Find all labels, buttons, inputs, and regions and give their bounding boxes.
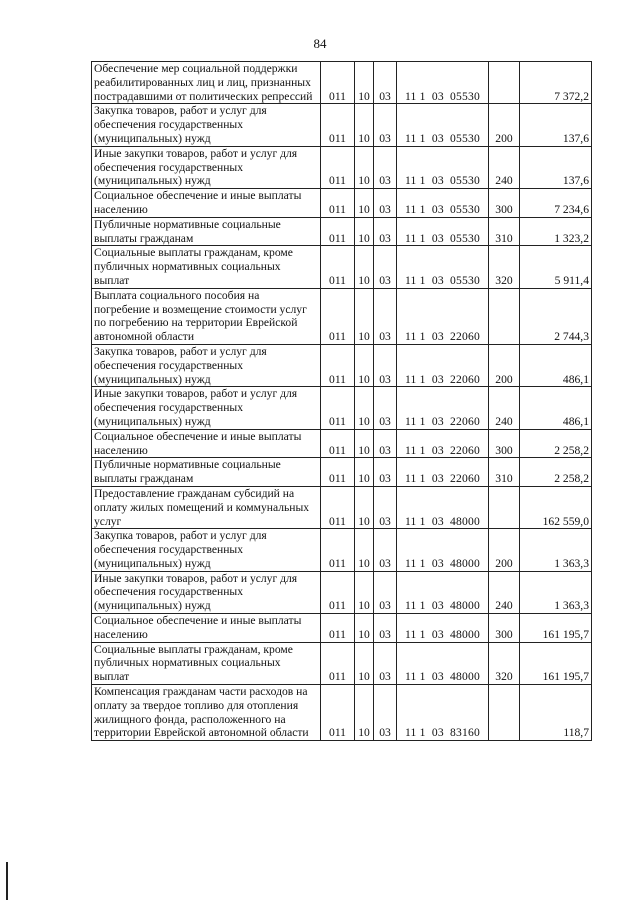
row-name-cell: Компенсация гражданам части расходов на оплату за твердое топливо для отопления жилищного фонда, расположенного на территории Еврейской автономной области: [92, 685, 321, 741]
target-article-cell: [397, 62, 489, 104]
expense-type-cell: 320: [489, 642, 520, 684]
target-article-code: 11 1 03 05530: [404, 202, 481, 216]
table-row: [92, 217, 592, 246]
grbs-code-cell: 011: [321, 387, 355, 429]
subsection-code-cell: 03: [374, 642, 397, 684]
expense-type-cell: 310: [489, 217, 520, 246]
target-article-code: 11 1 03 22060: [404, 330, 481, 344]
amount-cell: 486,1: [520, 344, 592, 386]
target-article-cell: [397, 429, 489, 458]
target-article-cell: [397, 146, 489, 188]
expense-type-cell: 310: [489, 458, 520, 487]
subsection-code-cell: 03: [374, 685, 397, 741]
target-article-cell: [397, 104, 489, 146]
subsection-code-cell: 03: [374, 217, 397, 246]
subsection-code-cell: 03: [374, 146, 397, 188]
amount-cell: 2 744,3: [520, 288, 592, 344]
expense-type-cell: 240: [489, 571, 520, 613]
table-row: [92, 387, 592, 429]
target-article-code: 11 1 03 22060: [404, 472, 481, 486]
subsection-code-cell: 03: [374, 104, 397, 146]
grbs-code-cell: 011: [321, 529, 355, 571]
subsection-code-cell: 03: [374, 458, 397, 487]
target-article-cell: [397, 486, 489, 528]
target-article-cell: [397, 529, 489, 571]
section-code-cell: 10: [355, 189, 374, 218]
row-name-cell: Закупка товаров, работ и услуг для обеспечения государственных (муниципальных) нужд: [92, 344, 321, 386]
table-row: [92, 614, 592, 643]
row-name-cell: Публичные нормативные социальные выплаты гражданам: [92, 217, 321, 246]
section-code-cell: 10: [355, 486, 374, 528]
table-row: [92, 458, 592, 487]
target-article-code: 11 1 03 48000: [404, 599, 481, 613]
target-article-code: 11 1 03 05530: [404, 231, 481, 245]
subsection-code-cell: 03: [374, 486, 397, 528]
table-row: [92, 62, 592, 104]
target-article-code: 11 1 03 05530: [404, 131, 481, 145]
target-article-code: 11 1 03 22060: [404, 372, 481, 386]
row-name-cell: Закупка товаров, работ и услуг для обеспечения государственных (муниципальных) нужд: [92, 529, 321, 571]
grbs-code-cell: 011: [321, 104, 355, 146]
subsection-code-cell: 03: [374, 529, 397, 571]
expense-type-cell: 240: [489, 146, 520, 188]
target-article-code: 11 1 03 48000: [404, 556, 481, 570]
subsection-code-cell: 03: [374, 614, 397, 643]
grbs-code-cell: 011: [321, 146, 355, 188]
target-article-code: 11 1 03 05530: [404, 174, 481, 188]
grbs-code-cell: 011: [321, 429, 355, 458]
amount-cell: 486,1: [520, 387, 592, 429]
target-article-cell: [397, 189, 489, 218]
grbs-code-cell: 011: [321, 685, 355, 741]
amount-cell: 1 363,3: [520, 571, 592, 613]
expense-type-cell: 200: [489, 104, 520, 146]
budget-table-body: [92, 62, 592, 741]
amount-cell: 2 258,2: [520, 458, 592, 487]
grbs-code-cell: 011: [321, 571, 355, 613]
expense-type-cell: 320: [489, 246, 520, 288]
row-name-cell: Социальные выплаты гражданам, кроме публичных нормативных социальных выплат: [92, 642, 321, 684]
table-row: [92, 486, 592, 528]
grbs-code-cell: 011: [321, 614, 355, 643]
amount-cell: 162 559,0: [520, 486, 592, 528]
subsection-code-cell: 03: [374, 344, 397, 386]
target-article-code: 11 1 03 05530: [404, 273, 481, 287]
target-article-code: 11 1 03 48000: [404, 670, 481, 684]
subsection-code-cell: 03: [374, 429, 397, 458]
row-name-cell: Социальное обеспечение и иные выплаты населению: [92, 614, 321, 643]
table-row: [92, 288, 592, 344]
amount-cell: 5 911,4: [520, 246, 592, 288]
row-name-cell: Иные закупки товаров, работ и услуг для обеспечения государственных (муниципальных) нужд: [92, 146, 321, 188]
section-code-cell: 10: [355, 344, 374, 386]
target-article-cell: [397, 246, 489, 288]
section-code-cell: 10: [355, 217, 374, 246]
expense-type-cell: [489, 288, 520, 344]
section-code-cell: 10: [355, 387, 374, 429]
section-code-cell: 10: [355, 429, 374, 458]
amount-cell: 137,6: [520, 146, 592, 188]
section-code-cell: 10: [355, 62, 374, 104]
subsection-code-cell: 03: [374, 571, 397, 613]
section-code-cell: 10: [355, 614, 374, 643]
margin-mark: [6, 862, 8, 900]
target-article-code: 11 1 03 05530: [404, 89, 481, 103]
grbs-code-cell: 011: [321, 217, 355, 246]
subsection-code-cell: 03: [374, 189, 397, 218]
target-article-cell: [397, 571, 489, 613]
target-article-cell: [397, 387, 489, 429]
grbs-code-cell: 011: [321, 458, 355, 487]
page-number: 84: [313, 36, 327, 51]
table-row: [92, 104, 592, 146]
row-name-cell: Иные закупки товаров, работ и услуг для обеспечения государственных (муниципальных) нужд: [92, 387, 321, 429]
expense-type-cell: 300: [489, 189, 520, 218]
target-article-code: 11 1 03 22060: [404, 443, 481, 457]
row-name-cell: Закупка товаров, работ и услуг для обеспечения государственных (муниципальных) нужд: [92, 104, 321, 146]
grbs-code-cell: 011: [321, 288, 355, 344]
expense-type-cell: [489, 685, 520, 741]
section-code-cell: 10: [355, 246, 374, 288]
expense-type-cell: 240: [489, 387, 520, 429]
grbs-code-cell: 011: [321, 642, 355, 684]
table-row: [92, 685, 592, 741]
row-name-cell: Социальные выплаты гражданам, кроме публичных нормативных социальных выплат: [92, 246, 321, 288]
subsection-code-cell: 03: [374, 387, 397, 429]
grbs-code-cell: 011: [321, 189, 355, 218]
row-name-cell: Выплата социального пособия на погребение и возмещение стоимости услуг по погребению на территории Еврейской автономной области: [92, 288, 321, 344]
table-row: [92, 189, 592, 218]
target-article-code: 11 1 03 22060: [404, 414, 481, 428]
expense-type-cell: 300: [489, 429, 520, 458]
target-article-cell: [397, 685, 489, 741]
target-article-cell: [397, 458, 489, 487]
amount-cell: 1 363,3: [520, 529, 592, 571]
section-code-cell: 10: [355, 685, 374, 741]
expense-type-cell: 200: [489, 529, 520, 571]
section-code-cell: 10: [355, 642, 374, 684]
target-article-cell: [397, 288, 489, 344]
section-code-cell: 10: [355, 529, 374, 571]
amount-cell: 118,7: [520, 685, 592, 741]
amount-cell: 161 195,7: [520, 614, 592, 643]
amount-cell: 7 372,2: [520, 62, 592, 104]
grbs-code-cell: 011: [321, 344, 355, 386]
budget-table: [91, 61, 592, 741]
section-code-cell: 10: [355, 146, 374, 188]
section-code-cell: 10: [355, 288, 374, 344]
section-code-cell: 10: [355, 104, 374, 146]
grbs-code-cell: 011: [321, 246, 355, 288]
row-name-cell: Предоставление гражданам субсидий на оплату жилых помещений и коммунальных услуг: [92, 486, 321, 528]
target-article-cell: [397, 344, 489, 386]
row-name-cell: Публичные нормативные социальные выплаты гражданам: [92, 458, 321, 487]
table-row: [92, 246, 592, 288]
subsection-code-cell: 03: [374, 62, 397, 104]
target-article-code: 11 1 03 83160: [404, 726, 481, 740]
row-name-cell: Обеспечение мер социальной поддержки реабилитированных лиц и лиц, признанных пострадавшими от политических репрессий: [92, 62, 321, 104]
target-article-cell: [397, 217, 489, 246]
table-row: [92, 529, 592, 571]
amount-cell: 161 195,7: [520, 642, 592, 684]
table-row: [92, 146, 592, 188]
table-row: [92, 642, 592, 684]
table-row: [92, 571, 592, 613]
row-name-cell: Социальное обеспечение и иные выплаты населению: [92, 189, 321, 218]
section-code-cell: 10: [355, 571, 374, 613]
subsection-code-cell: 03: [374, 246, 397, 288]
amount-cell: 2 258,2: [520, 429, 592, 458]
expense-type-cell: [489, 62, 520, 104]
section-code-cell: 10: [355, 458, 374, 487]
target-article-code: 11 1 03 48000: [404, 627, 481, 641]
table-row: [92, 429, 592, 458]
target-article-code: 11 1 03 48000: [404, 514, 481, 528]
grbs-code-cell: 011: [321, 486, 355, 528]
target-article-cell: [397, 642, 489, 684]
subsection-code-cell: 03: [374, 288, 397, 344]
amount-cell: 7 234,6: [520, 189, 592, 218]
expense-type-cell: [489, 486, 520, 528]
expense-type-cell: 200: [489, 344, 520, 386]
target-article-cell: [397, 614, 489, 643]
table-row: [92, 344, 592, 386]
row-name-cell: Иные закупки товаров, работ и услуг для обеспечения государственных (муниципальных) нужд: [92, 571, 321, 613]
amount-cell: 137,6: [520, 104, 592, 146]
amount-cell: 1 323,2: [520, 217, 592, 246]
grbs-code-cell: 011: [321, 62, 355, 104]
expense-type-cell: 300: [489, 614, 520, 643]
row-name-cell: Социальное обеспечение и иные выплаты населению: [92, 429, 321, 458]
